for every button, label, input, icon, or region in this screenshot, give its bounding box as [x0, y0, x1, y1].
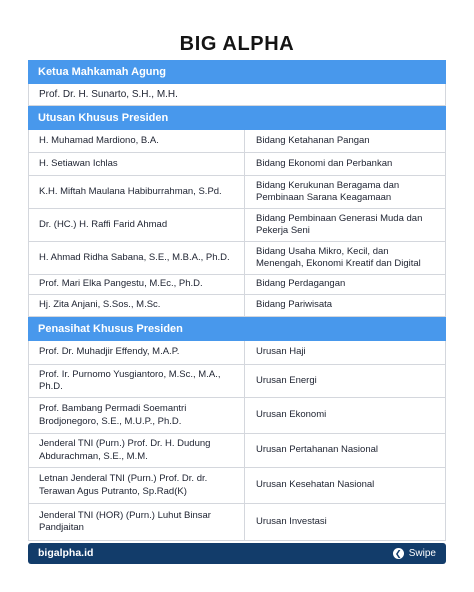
row-role: Urusan Ekonomi	[256, 409, 327, 421]
row-name: Prof. Bambang Permadi Soemantri Brodjonegoro, S.E., M.U.P., Ph.D.	[29, 398, 245, 433]
row-role: Urusan Investasi	[256, 515, 327, 527]
swipe-label: Swipe	[408, 548, 436, 559]
row-name: H. Ahmad Ridha Sabana, S.E., M.B.A., Ph.D.	[29, 242, 245, 274]
table-row	[29, 434, 445, 468]
footer-site-link[interactable]: bigalpha.id	[38, 547, 94, 559]
row-name: Dr. (HC.) H. Raffi Farid Ahmad	[29, 209, 245, 241]
row-name: H. Setiawan Ichlas	[29, 153, 245, 175]
row-name: Prof. Mari Elka Pangestu, M.Ec., Ph.D.	[29, 275, 245, 294]
ketua-name: Prof. Dr. H. Sunarto, S.H., M.H.	[28, 84, 446, 106]
section-heading-ketua: Ketua Mahkamah Agung	[28, 60, 446, 84]
table-row	[29, 398, 445, 434]
table-row	[29, 242, 445, 275]
row-name: Hj. Zita Anjani, S.Sos., M.Sc.	[29, 295, 245, 316]
appointment-table	[28, 60, 446, 541]
table-row	[29, 153, 445, 176]
table-row	[29, 130, 445, 153]
row-role: Bidang Ekonomi dan Perbankan	[256, 157, 393, 169]
row-name: Letnan Jenderal TNI (Purn.) Prof. Dr. dr. Terawan Agus Putranto, Sp.Rad(K)	[29, 468, 245, 503]
row-name: K.H. Miftah Maulana Habiburrahman, S.Pd.	[29, 176, 245, 208]
row-name: H. Muhamad Mardiono, B.A.	[29, 130, 245, 152]
row-name: Jenderal TNI (Purn.) Prof. Dr. H. Dudung Abdurachman, S.E., M.M.	[29, 434, 245, 467]
row-name: Prof. Ir. Purnomo Yusgiantoro, M.Sc., M.A., Ph.D.	[29, 365, 245, 397]
row-name: Prof. Dr. Muhadjir Effendy, M.A.P.	[29, 341, 245, 364]
row-name: Jenderal TNI (HOR) (Purn.) Luhut Binsar Pandjaitan	[29, 504, 245, 540]
swipe-button[interactable]	[393, 543, 436, 564]
row-role: Bidang Pembinaan Generasi Muda dan Pekerja Seni	[256, 212, 423, 236]
chevron-left-icon: ❮	[393, 548, 404, 559]
table-row	[29, 209, 445, 242]
row-role: Urusan Kesehatan Nasional	[256, 479, 375, 491]
row-role: Bidang Usaha Mikro, Kecil, dan Menengah, Ekonomi Kreatif dan Digital	[256, 245, 421, 269]
table-row	[29, 275, 445, 295]
row-role: Bidang Ketahanan Pangan	[256, 134, 370, 146]
logo-text: BIG ALPHA	[179, 33, 295, 55]
penasihat-table	[28, 341, 446, 541]
table-row	[29, 504, 445, 541]
footer-bar	[28, 543, 446, 564]
table-row	[29, 468, 445, 504]
brand-logo	[0, 31, 474, 57]
row-role: Bidang Kerukunan Beragama dan Pembinaan Sarana Keagamaan	[256, 179, 400, 203]
row-role: Urusan Haji	[256, 346, 306, 358]
row-role: Urusan Energi	[256, 374, 317, 386]
section-heading-utusan: Utusan Khusus Presiden	[28, 106, 446, 130]
section-heading-penasihat: Penasihat Khusus Presiden	[28, 317, 446, 341]
row-role: Urusan Pertahanan Nasional	[256, 444, 378, 456]
table-row	[29, 295, 445, 317]
table-row	[29, 176, 445, 209]
utusan-table	[28, 130, 446, 317]
table-row	[29, 341, 445, 365]
row-role: Bidang Perdagangan	[256, 278, 346, 290]
row-role: Bidang Pariwisata	[256, 299, 333, 311]
table-row	[29, 365, 445, 398]
